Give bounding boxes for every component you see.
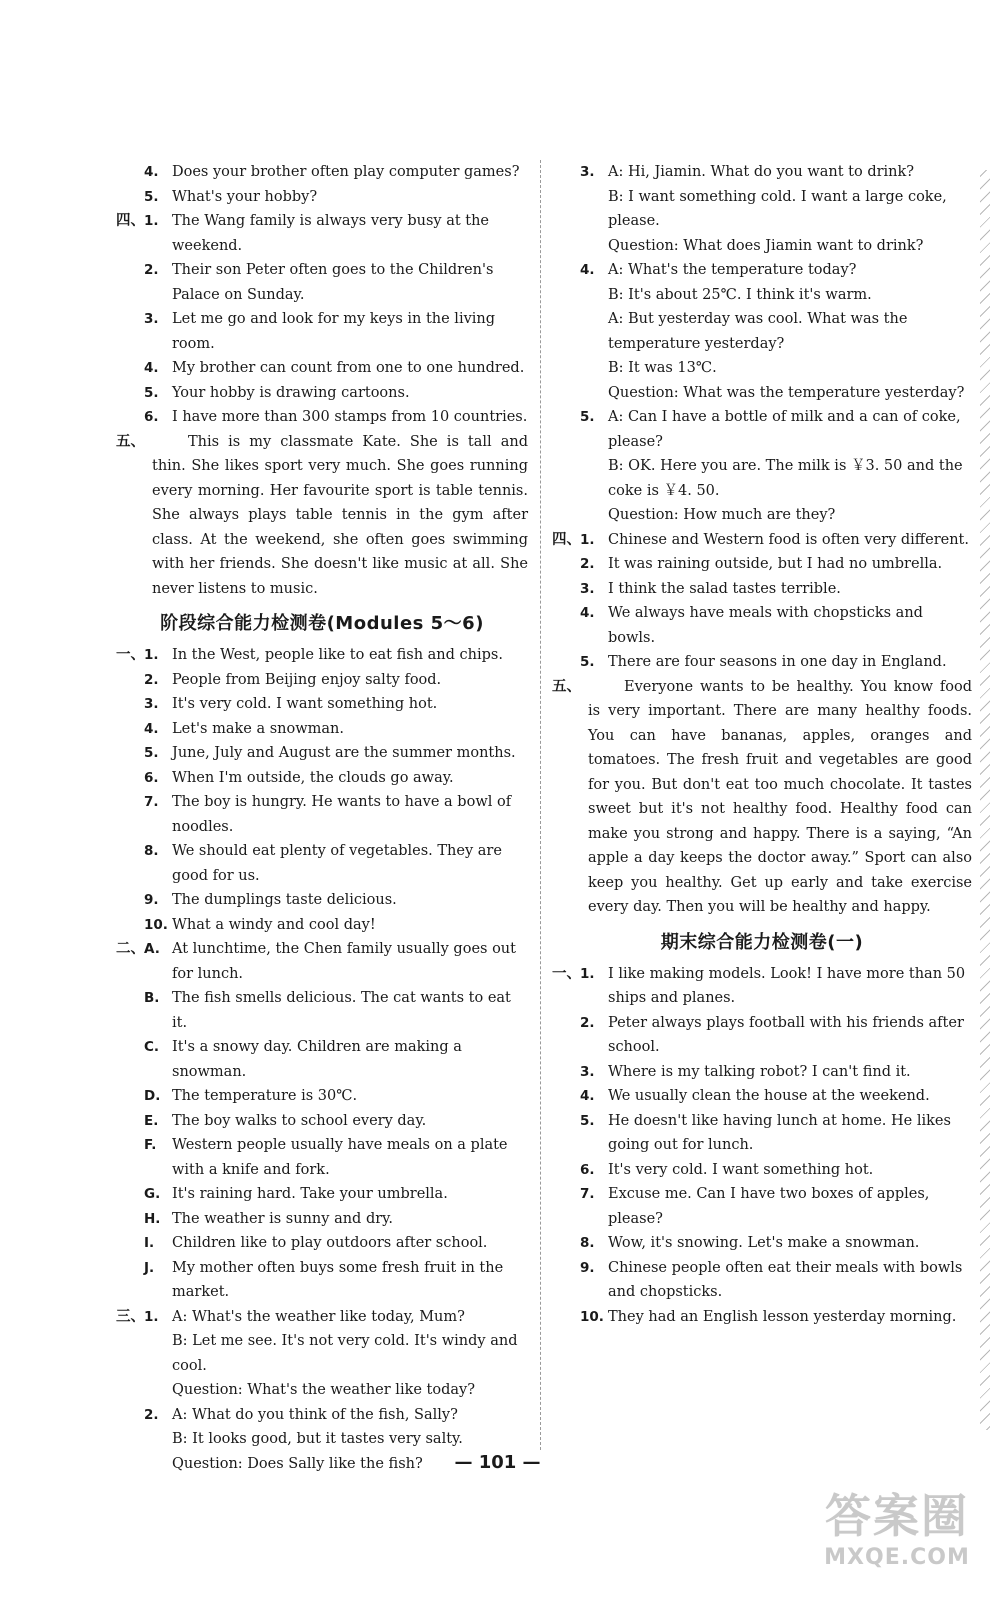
item-number: 5.	[144, 384, 159, 401]
item-number: 1.	[144, 213, 159, 229]
answer-text: We should eat plenty of vegetables. They are good for us.	[172, 843, 502, 884]
dialogue-line: A: What do you think of the fish, Sally?	[172, 1406, 458, 1423]
answer-text: They had an English lesson yesterday morning.	[608, 1308, 957, 1325]
dialogue-line: B: It looks good, but it tastes very salty.	[172, 1431, 463, 1447]
right-column	[552, 160, 972, 1329]
section-label: 三、	[116, 1308, 145, 1325]
item-letter: H.	[144, 1210, 161, 1227]
item-number: 1.	[580, 531, 595, 548]
item-number: 10.	[580, 1308, 604, 1325]
item-number: 5.	[144, 745, 159, 761]
item-number: 4.	[580, 1088, 595, 1104]
dialogue-line: A: Hi, Jiamin. What do you want to drink?	[608, 164, 915, 180]
answer-text: When I'm outside, the clouds go away.	[172, 769, 454, 786]
item-number: 2.	[144, 1406, 159, 1423]
answer-text: We usually clean the house at the weekend.	[608, 1088, 930, 1104]
item-number: 8.	[580, 1235, 595, 1251]
watermark-text: 答案圈	[825, 1489, 969, 1543]
answer-text: In the West, people like to eat fish and chips.	[172, 647, 503, 663]
dialogue-line: B: It was 13℃.	[608, 360, 717, 376]
item-number: 1.	[144, 1308, 159, 1325]
answer-text: Their son Peter often goes to the Children's Palace on Sunday.	[172, 262, 494, 303]
answer-text: What a windy and cool day!	[172, 916, 376, 933]
item-letter: D.	[144, 1088, 161, 1104]
answer-text: Let me go and look for my keys in the living room.	[172, 311, 496, 352]
answer-text: Let's make a snowman.	[172, 720, 344, 737]
answer-text: What's your hobby?	[172, 188, 318, 205]
item-letter: I.	[144, 1235, 155, 1251]
item-number: 5.	[580, 1112, 595, 1129]
item-letter: B.	[144, 990, 160, 1006]
item-number: 2.	[580, 1014, 595, 1031]
item-number: 2.	[144, 671, 159, 688]
essay-paragraph	[116, 430, 528, 602]
answer-text: The boy walks to school every day.	[172, 1112, 427, 1129]
item-letter: C.	[144, 1039, 160, 1055]
section-label: 一、	[552, 965, 581, 982]
item-number: 4.	[144, 360, 159, 376]
item-letter: G.	[144, 1186, 161, 1202]
item-number: 5.	[144, 188, 159, 205]
dialogue-line: A: But yesterday was cool. What was the temperature yesterday?	[608, 311, 908, 352]
item-letter: F.	[144, 1137, 157, 1153]
answer-text: I think the salad tastes terrible.	[608, 580, 841, 597]
question-line: Question: Does Sally like the fish?	[172, 1455, 423, 1472]
item-number: 5.	[580, 654, 595, 670]
watermark-logo	[812, 1488, 982, 1594]
item-number: 6.	[144, 409, 159, 425]
section-label: 一、	[116, 647, 145, 663]
answer-text: Chinese and Western food is often very different.	[608, 531, 969, 548]
answer-text: Where is my talking robot? I can't find it.	[608, 1063, 911, 1080]
item-number: 10.	[144, 916, 168, 933]
dialogue-line: B: It's about 25℃. I think it's warm.	[608, 286, 872, 303]
item-number: 6.	[580, 1161, 595, 1178]
test-heading: 期末综合能力检测卷(一)	[660, 931, 864, 953]
answer-text: The dumplings taste delicious.	[172, 892, 397, 908]
answer-text: There are four seasons in one day in England.	[608, 654, 947, 670]
dialogue-line: B: OK. Here you are. The milk is ￥3. 50 and the coke is ￥4. 50.	[608, 458, 963, 499]
item-number: 1.	[144, 647, 159, 663]
item-number: 7.	[580, 1186, 595, 1202]
question-line: Question: What's the weather like today?	[172, 1382, 476, 1398]
left-column	[116, 160, 528, 1476]
item-number: 3.	[144, 311, 159, 327]
essay-text: Everyone wants to be healthy. You know food is very important. There are many healthy foods. You can have bananas, apples, oranges and tomatoes. The fresh fruit and vegetables are good for you. But don't eat too much chocolate. It tastes sweet but it's not healthy food. Healthy food can make you strong and happy. There is a saying, “An apple a day keeps the doctor away.” Sport can also keep you healthy. Get up early and take exercise every day. Then you will be healthy and happy.	[588, 678, 972, 915]
item-number: 4.	[144, 164, 159, 180]
question-line: Question: What was the temperature yesterday?	[608, 384, 965, 401]
answer-text: Excuse me. Can I have two boxes of apples, please?	[608, 1186, 930, 1227]
answer-text: I like making models. Look! I have more than 50 ships and planes.	[608, 965, 966, 1006]
answer-text: People from Beijing enjoy salty food.	[172, 671, 442, 688]
answer-text: My brother can count from one to one hundred.	[172, 360, 525, 376]
item-number: 2.	[580, 556, 595, 572]
section-label: 五、	[116, 433, 145, 450]
item-number: 3.	[144, 696, 159, 712]
item-letter: J.	[144, 1259, 155, 1276]
item-number: 2.	[144, 262, 159, 278]
section-label: 五、	[552, 678, 581, 695]
page-edge-decoration	[980, 170, 990, 1430]
answer-text: June, July and August are the summer months.	[172, 745, 516, 761]
answer-text: Chinese people often eat their meals with bowls and chopsticks.	[608, 1259, 963, 1300]
page-number: — 101 —	[454, 1452, 541, 1473]
essay-paragraph	[552, 675, 972, 920]
answer-text: Your hobby is drawing cartoons.	[172, 384, 410, 401]
answer-text: It's very cold. I want something hot.	[172, 696, 438, 712]
item-number: 8.	[144, 843, 159, 859]
watermark-url: MXQE.COM	[824, 1545, 970, 1570]
answer-text: At lunchtime, the Chen family usually goes out for lunch.	[172, 941, 516, 982]
dialogue-line: B: Let me see. It's not very cold. It's windy and cool.	[172, 1333, 518, 1374]
dialogue-line: A: What's the temperature today?	[608, 262, 857, 278]
item-number: 3.	[580, 1063, 595, 1080]
answer-text: The weather is sunny and dry.	[172, 1210, 394, 1227]
answer-text: Children like to play outdoors after school.	[172, 1235, 488, 1251]
dialogue-line: A: What's the weather like today, Mum?	[172, 1308, 465, 1325]
item-number: 3.	[580, 164, 595, 180]
test-heading: 阶段综合能力检测卷(Modules 5～6)	[160, 613, 484, 634]
essay-text: This is my classmate Kate. She is tall and thin. She likes sport very much. She goes running every morning. Her favourite sport is table tennis. She always plays table tennis in the gym after class. At the weekend, she often goes swimming with her friends. She doesn't like music at all. She never listens to music.	[152, 433, 528, 597]
column-divider	[540, 160, 541, 1450]
answer-text: The boy is hungry. He wants to have a bowl of noodles.	[172, 794, 512, 835]
answer-text: He doesn't like having lunch at home. He likes going out for lunch.	[608, 1112, 951, 1153]
answer-text: It's very cold. I want something hot.	[608, 1161, 874, 1178]
item-number: 9.	[144, 892, 159, 908]
answer-text: It was raining outside, but I had no umbrella.	[608, 556, 943, 572]
item-number: 4.	[580, 262, 595, 278]
item-number: 9.	[580, 1259, 595, 1276]
item-number: 5.	[580, 409, 595, 425]
item-number: 3.	[580, 580, 595, 597]
answer-text: Wow, it's snowing. Let's make a snowman.	[608, 1235, 920, 1251]
answer-text: Does your brother often play computer games?	[172, 164, 520, 180]
answer-text: I have more than 300 stamps from 10 countries.	[172, 409, 528, 425]
section-label: 四、	[116, 213, 145, 229]
section-label: 二、	[116, 941, 145, 957]
answer-text: Peter always plays football with his friends after school.	[608, 1014, 964, 1055]
answer-text: Western people usually have meals on a plate with a knife and fork.	[172, 1137, 508, 1178]
answer-text: The temperature is 30℃.	[172, 1088, 358, 1104]
item-number: 4.	[144, 720, 159, 737]
item-number: 7.	[144, 794, 159, 810]
dialogue-line: B: I want something cold. I want a large coke, please.	[608, 188, 947, 229]
answer-text: It's a snowy day. Children are making a snowman.	[172, 1039, 462, 1080]
dialogue-line: A: Can I have a bottle of milk and a can of coke, please?	[608, 409, 961, 450]
question-line: Question: How much are they?	[608, 507, 836, 523]
answer-text: The fish smells delicious. The cat wants to eat it.	[172, 990, 511, 1031]
answer-text: It's raining hard. Take your umbrella.	[172, 1186, 448, 1202]
answer-text: The Wang family is always very busy at the weekend.	[172, 213, 490, 254]
answer-text: We always have meals with chopsticks and bowls.	[608, 605, 923, 646]
item-number: 6.	[144, 769, 159, 786]
question-line: Question: What does Jiamin want to drink?	[608, 237, 924, 254]
section-label: 四、	[552, 531, 581, 548]
item-letter: E.	[144, 1112, 159, 1129]
item-number: 4.	[580, 605, 595, 621]
answer-text: My mother often buys some fresh fruit in the market.	[172, 1259, 504, 1300]
item-letter: A.	[144, 941, 160, 957]
item-number: 1.	[580, 965, 595, 982]
